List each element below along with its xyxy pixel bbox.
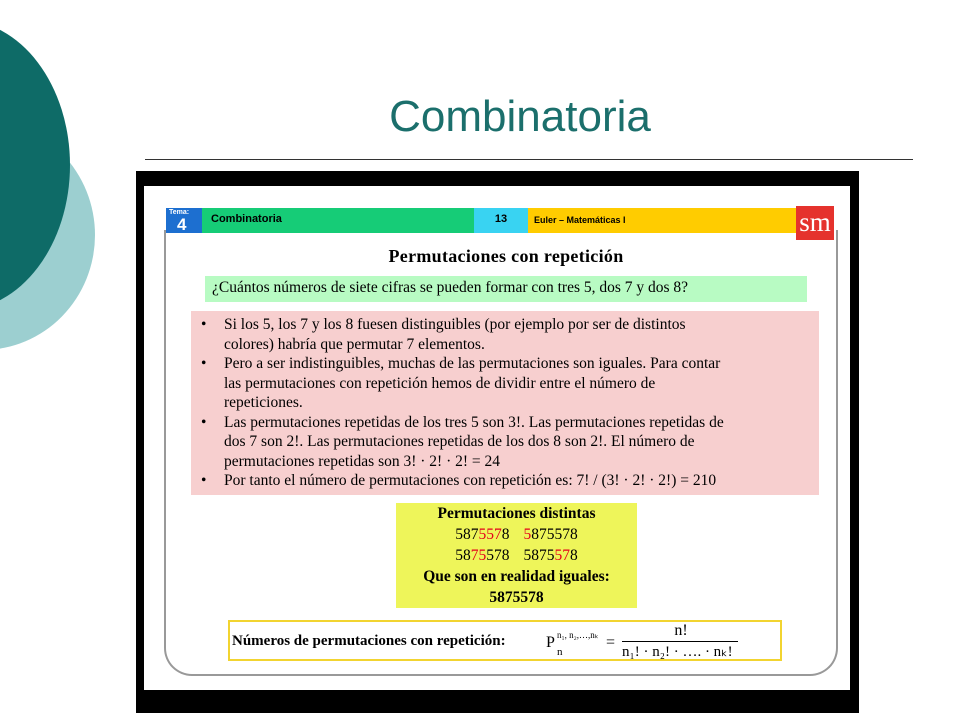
header-section: Combinatoria — [202, 208, 474, 233]
bullet-line: • Pero a ser indistinguibles, muchas de las permutaciones son iguales. Para contar — [224, 355, 721, 372]
example-row — [396, 524, 637, 545]
formula-label: Números de permutaciones con repetición: — [232, 633, 506, 649]
bullet-line: repeticiones. — [224, 394, 303, 411]
title-divider — [145, 159, 913, 160]
bullet-line: permutaciones repetidas son 3! · 2! · 2! = 24 — [224, 452, 501, 470]
bullet-line: las permutaciones con repetición hemos de dividir entre el número de — [224, 374, 656, 392]
example-heading: Permutaciones distintas — [437, 505, 596, 522]
publisher-logo: sm — [796, 206, 834, 240]
explanation-box — [191, 311, 819, 495]
formula-denominator: n₁! · n₂! · …. · nₖ! — [622, 644, 733, 660]
permutation-number: 5875578 — [455, 547, 510, 564]
formula-numerator: n! — [674, 622, 688, 639]
bullet-line: • Si los 5, los 7 y los 8 fuesen distinguibles (por ejemplo por ser de distintos — [224, 316, 686, 333]
formula-subscript: n — [557, 646, 563, 658]
bullet-line: colores) habría que permutar 7 elementos. — [224, 335, 485, 353]
header-page-number: 13 — [474, 208, 528, 233]
formula-symbol: P — [546, 634, 555, 651]
bullet-line: • Por tanto el número de permutaciones con repetición es: 7! / (3! · 2! · 2!) = 210 — [224, 472, 717, 489]
permutation-number: 5875578 — [455, 526, 510, 543]
tema-number: 4 — [177, 215, 187, 234]
formula-superscript: n₁, n₂,…,nₖ — [557, 630, 599, 640]
bullet-line: • Las permutaciones repetidas de los tres 5 son 3!. Las permutaciones repetidas de — [224, 413, 724, 431]
example-result: 5875578 — [489, 589, 544, 606]
header-book-title: Euler – Matemáticas I — [528, 208, 796, 233]
page-subtitle: Permutaciones con repetición — [388, 246, 624, 266]
permutation-number: 5875578 — [523, 547, 578, 564]
question-box: ¿Cuántos números de siete cifras se pueden formar con tres 5, dos 7 y dos 8? — [205, 276, 807, 302]
bullet-line: dos 7 son 2!. Las permutaciones repetidas de los dos 8 son 2!. El número de — [224, 433, 695, 450]
formula-equals: = — [606, 634, 616, 651]
bullet-item — [199, 413, 811, 472]
example-conclusion: Que son en realidad iguales: — [423, 568, 610, 585]
bullet-item — [199, 471, 811, 491]
slide-title: Combinatoria — [389, 92, 651, 141]
permutation-number: 5875578 — [523, 526, 578, 543]
tema-label: Tema: — [169, 209, 190, 216]
header-tema-badge — [166, 208, 202, 233]
formula-box — [228, 620, 782, 661]
example-box — [396, 503, 637, 608]
bullet-item — [199, 315, 811, 354]
example-row — [396, 545, 637, 566]
bullet-item — [199, 354, 811, 413]
